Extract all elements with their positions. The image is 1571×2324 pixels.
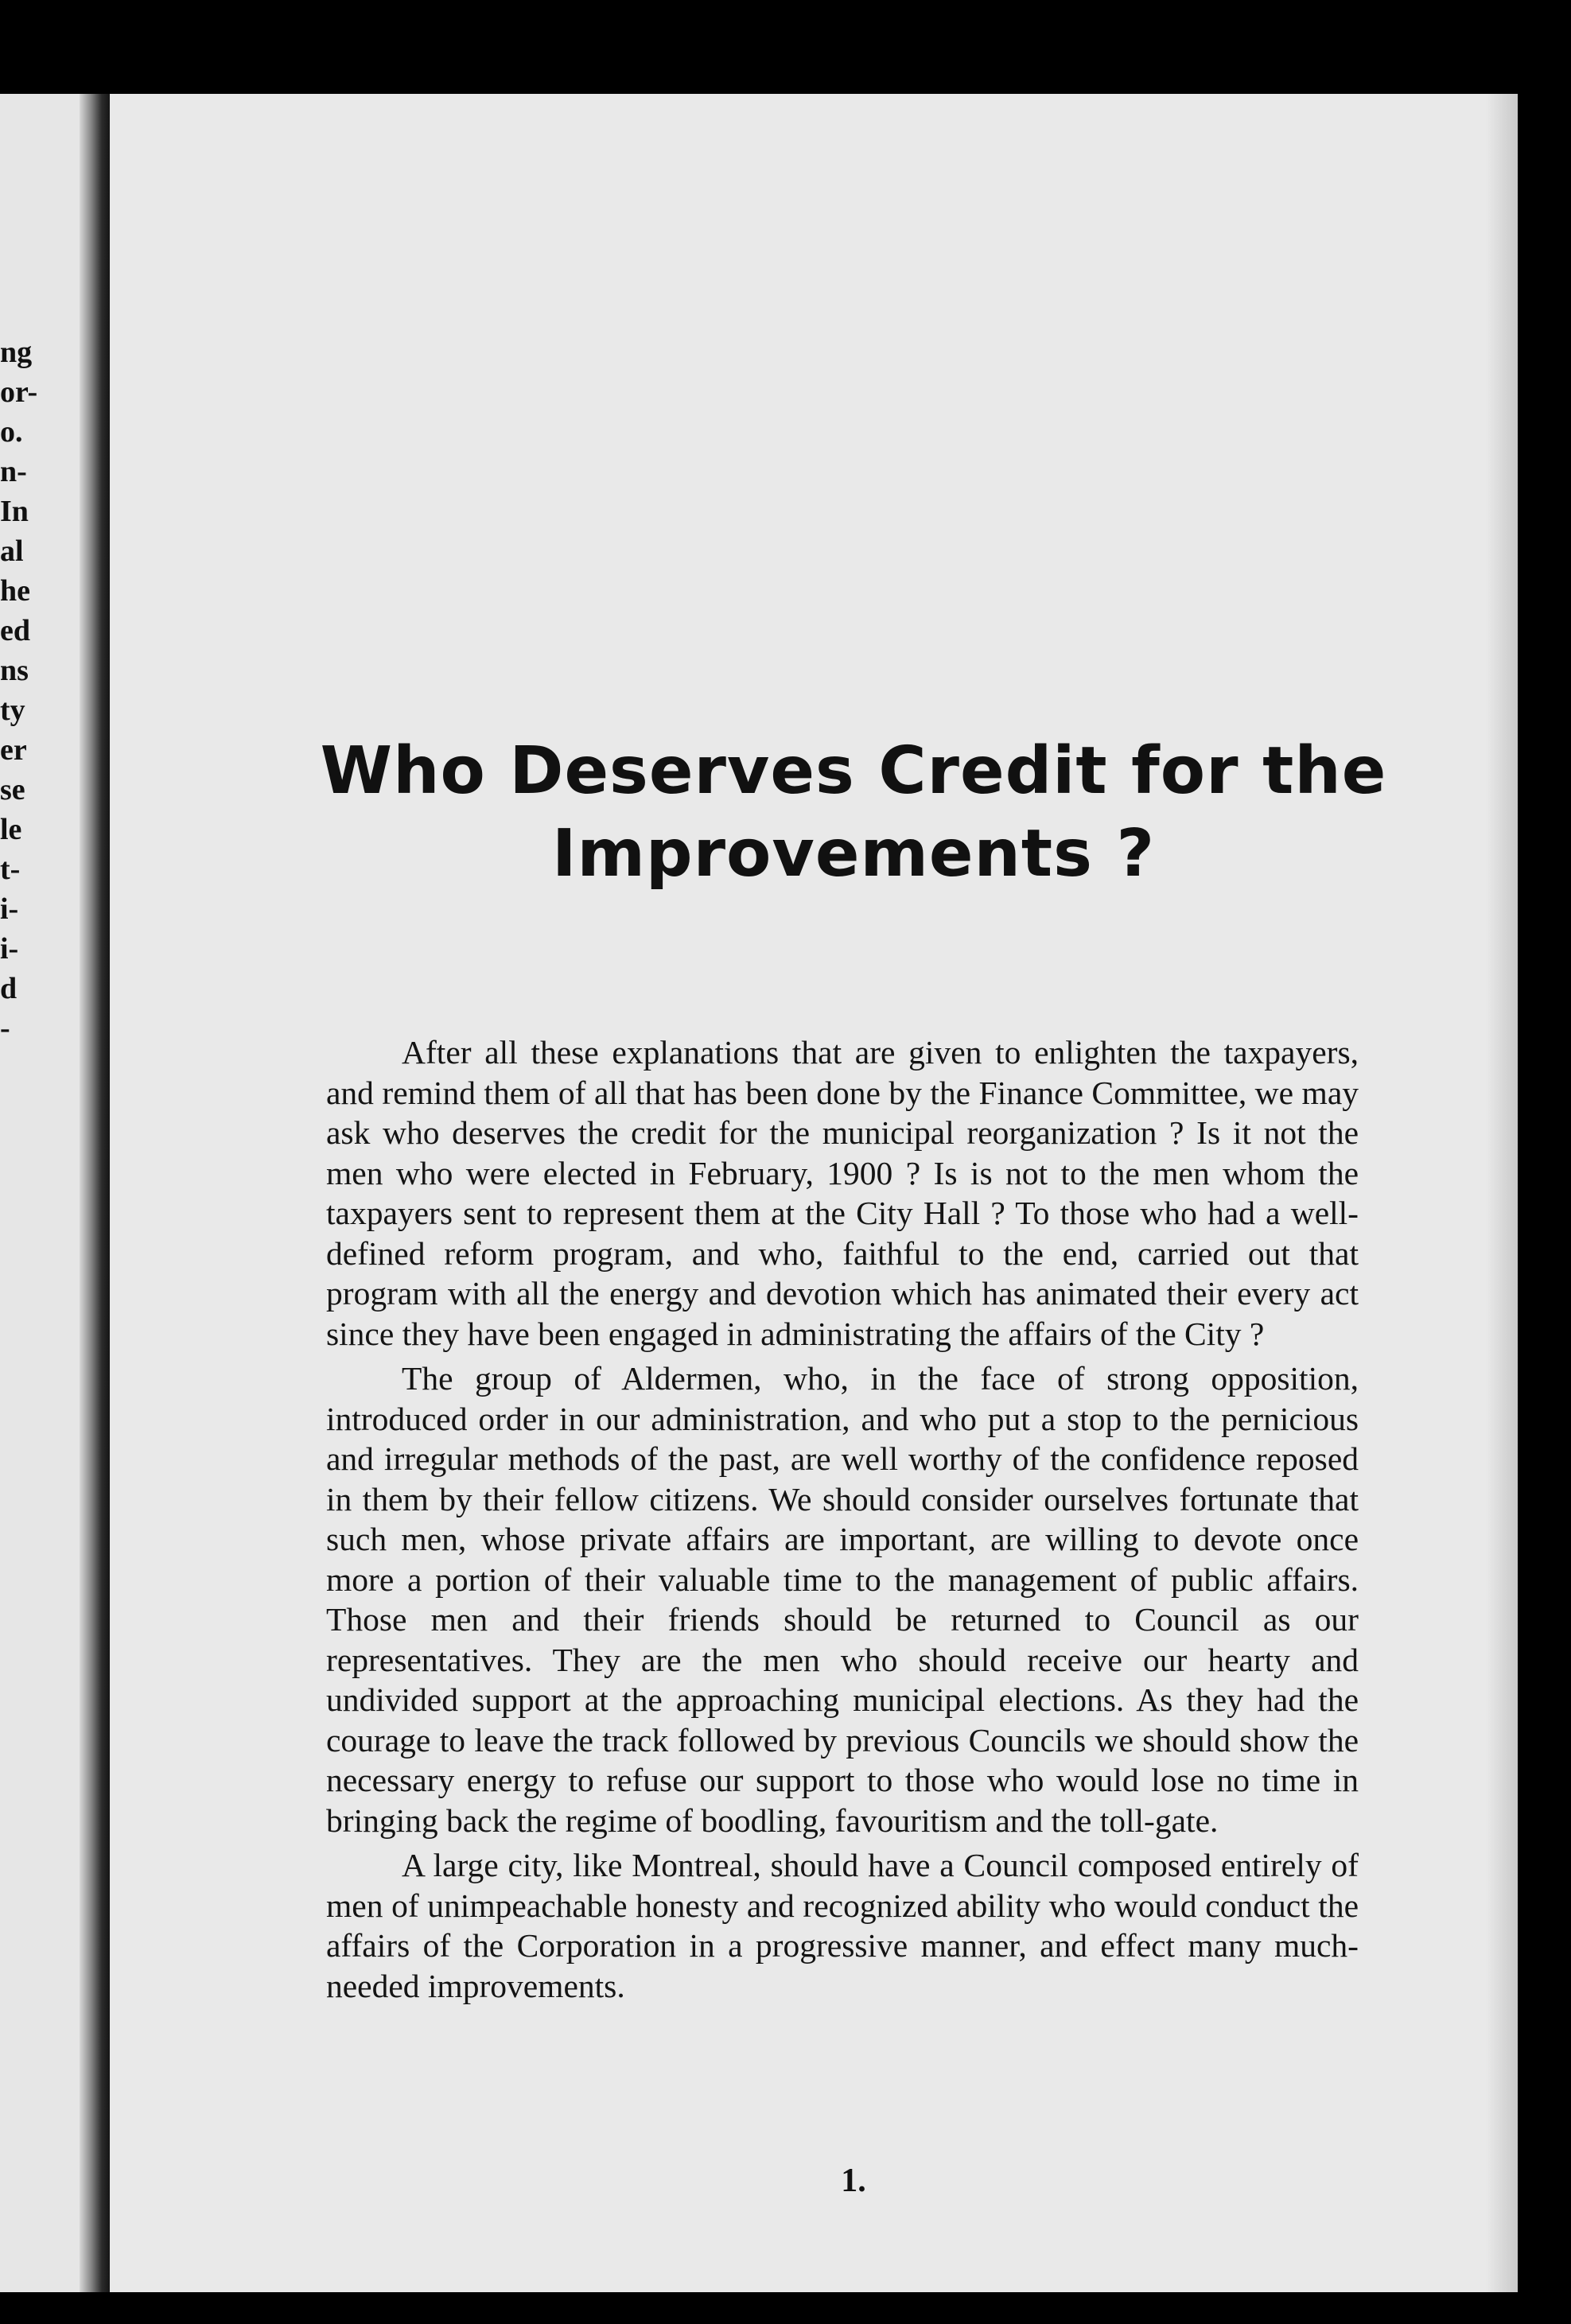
paragraph: After all these explanations that are given to enlighten the taxpayers, and remind them of all that has been done by the Finance Committee, we may ask who deserves the credit for the municipal reorganization ? Is it not the men who were elected in February, 1900 ? Is is not to the men whom the taxpayers sent to represent them at the City Hall ? To those who had a well-defined reform program, and who, faithful to the end, carried out that program with all the energy and devotion which has animated their every act since they have been engaged in administrating the affairs of the City ?	[326, 1034, 1359, 1352]
body-text	[326, 1032, 1359, 2006]
facing-page-fragment-line: he	[0, 574, 30, 608]
facing-page-fragment-line: ns	[0, 654, 29, 687]
facing-page-fragment-line: i-	[0, 892, 19, 926]
title-line-1: Who Deserves Credit for the	[320, 733, 1387, 809]
page-edge-shadow	[1486, 94, 1518, 2292]
document-page	[110, 94, 1518, 2292]
facing-page-fragment-line: ng	[0, 336, 33, 369]
facing-page-fragment-line: o.	[0, 415, 23, 449]
book-gutter	[80, 94, 111, 2292]
facing-page-fragment-line: le	[0, 813, 22, 846]
title-line-2: Improvements ?	[551, 816, 1156, 892]
facing-page-fragment-line: n-	[0, 455, 27, 488]
facing-page-fragment-line: or-	[0, 375, 38, 409]
facing-page-fragment-line: In	[0, 495, 29, 528]
facing-page-fragment-line: er	[0, 733, 27, 767]
facing-page-fragment-line: ty	[0, 694, 25, 727]
page-number: 1.	[841, 2163, 866, 2199]
facing-page-fragment	[0, 94, 80, 2292]
paragraph: The group of Aldermen, who, in the face of strong opposition, introduced order in our administration, and who put a stop to the pernicious and irregular methods of the past, are well worthy of the confidence reposed in them by their fellow citizens. We should consider ourselves fortunate that such men, whose private affairs are important, are willing to devote once more a portion of their valuable time to the management of public affairs. Those men and their friends should be returned to Council as our representatives. They are the men who should receive our hearty and undivided support at the approaching municipal elections. As they had the courage to leave the track followed by previous Councils we should show the necessary energy to refuse our support to those who would lose no time in bringing back the regime of boodling, favouritism and the toll-gate.	[326, 1360, 1359, 1839]
facing-page-fragment-line: i-	[0, 932, 19, 966]
facing-page-text	[0, 332, 80, 1048]
paragraph: A large city, like Montreal, should have a Council composed entirely of men of unimpeachable honesty and recognized ability who would conduct the affairs of the Corporation in a progressive manner, and effect many much-needed improvements.	[326, 1847, 1359, 2004]
facing-page-fragment-line: t-	[0, 853, 21, 886]
facing-page-fragment-line: d	[0, 972, 17, 1005]
facing-page-fragment-line: -	[0, 1012, 10, 1045]
facing-page-fragment-line: se	[0, 773, 25, 806]
facing-page-fragment-line: al	[0, 534, 24, 568]
page-title	[110, 730, 1571, 896]
facing-page-fragment-line: ed	[0, 614, 30, 647]
